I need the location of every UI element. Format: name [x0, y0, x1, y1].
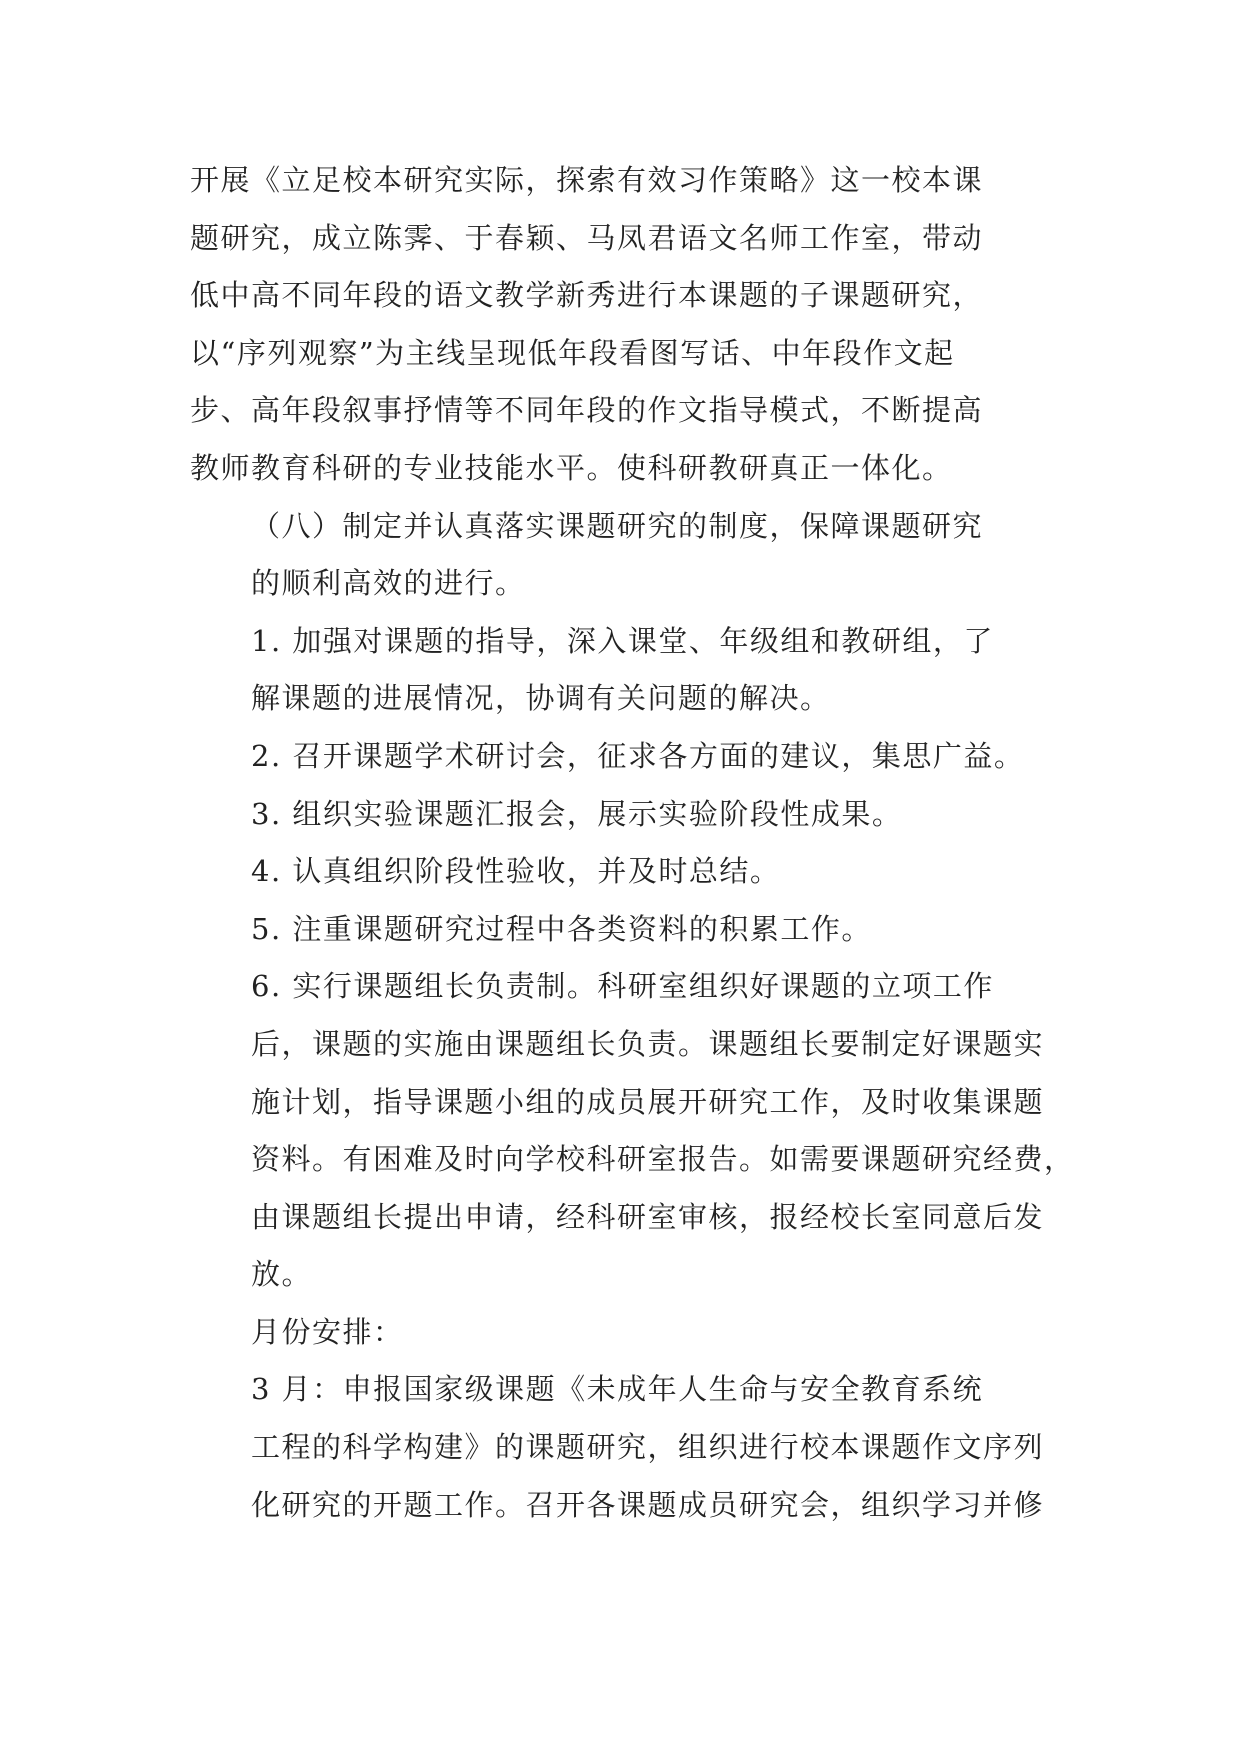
text-line: 由课题组长提出申请，经科研室审核，报经校长室同意后发 — [251, 1199, 1045, 1234]
paragraph — [190, 152, 1050, 498]
paragraph — [190, 728, 1050, 786]
text-line: 2. 召开课题学术研讨会，征求各方面的建议，集思广益。 — [251, 738, 1025, 773]
text-line: 后，课题的实施由课题组长负责。课题组长要制定好课题实 — [251, 1026, 1045, 1061]
text-line: 放。 — [251, 1257, 313, 1292]
text-line: 3. 组织实验课题汇报会，展示实验阶段性成果。 — [251, 796, 903, 831]
paragraph — [190, 1361, 1050, 1534]
text-line: 3 月：申报国家级课题《未成年人生命与安全教育系统 — [251, 1372, 984, 1407]
paragraph — [190, 498, 1050, 613]
paragraph — [190, 901, 1050, 959]
text-line: 解课题的进展情况，协调有关问题的解决。 — [251, 681, 831, 716]
paragraph — [190, 1304, 1050, 1362]
document-body — [190, 152, 1075, 1534]
text-line: 5. 注重课题研究过程中各类资料的积累工作。 — [251, 911, 872, 946]
text-line: 1. 加强对课题的指导，深入课堂、年级组和教研组，了 — [251, 623, 994, 658]
text-line: 题研究，成立陈霁、于春颖、马凤君语文名师工作室，带动 — [190, 220, 984, 255]
text-line: 的顺利高效的进行。 — [251, 566, 526, 601]
text-line: 4. 认真组织阶段性验收，并及时总结。 — [251, 854, 781, 889]
paragraph — [190, 613, 1050, 728]
text-line: 工程的科学构建》的课题研究，组织进行校本课题作文序列 — [251, 1430, 1045, 1465]
paragraph — [190, 786, 1050, 844]
text-line: 开展《立足校本研究实际，探索有效习作策略》这一校本课 — [190, 163, 984, 197]
text-line: 教师教育科研的专业技能水平。使科研教研真正一体化。 — [190, 450, 953, 485]
text-line: 化研究的开题工作。召开各课题成员研究会，组织学习并修 — [251, 1487, 1045, 1522]
text-line: 低中高不同年段的语文教学新秀进行本课题的子课题研究， — [190, 278, 984, 313]
text-line: 步、高年段叙事抒情等不同年段的作文指导模式，不断提高 — [190, 393, 984, 428]
text-line: 以“序列观察”为主线呈现低年段看图写话、中年段作文起 — [190, 335, 955, 370]
text-line: 6. 实行课题组长负责制。科研室组织好课题的立项工作 — [251, 969, 994, 1004]
text-line: 月份安排： — [251, 1314, 404, 1349]
text-line: （八）制定并认真落实课题研究的制度，保障课题研究 — [251, 508, 984, 543]
text-line: 资料。有困难及时向学校科研室报告。如需要课题研究经费， — [251, 1142, 1075, 1177]
text-line: 施计划，指导课题小组的成员展开研究工作，及时收集课题 — [251, 1084, 1045, 1119]
paragraph — [190, 958, 1075, 1304]
paragraph — [190, 843, 1050, 901]
